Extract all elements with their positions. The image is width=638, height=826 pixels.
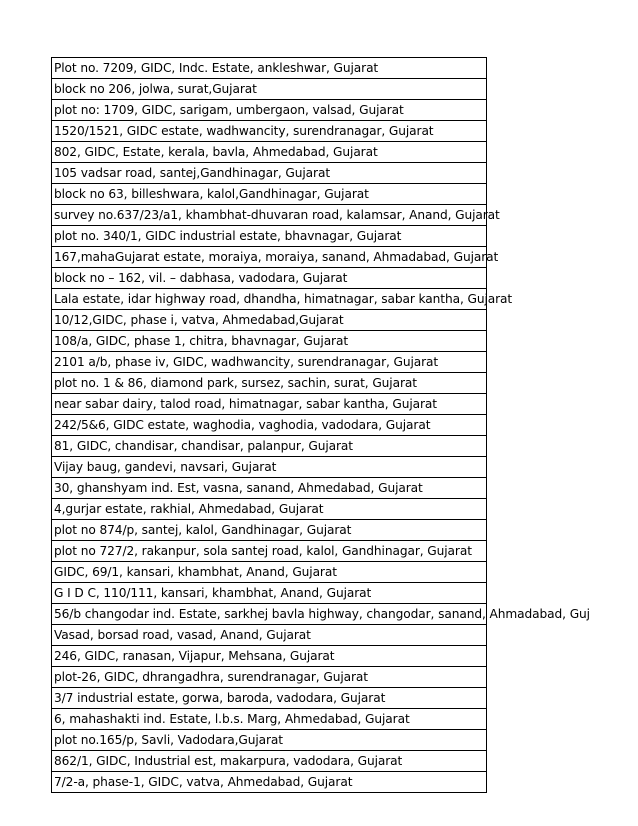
table-row xyxy=(51,79,487,100)
table-row xyxy=(51,520,487,541)
table-row xyxy=(51,57,487,79)
address-cell: 4,gurjar estate, rakhial, Ahmedabad, Gujarat xyxy=(54,502,324,516)
table-row xyxy=(51,457,487,478)
address-cell: 242/5&6, GIDC estate, waghodia, vaghodia, vadodara, Gujarat xyxy=(54,418,431,432)
address-cell: block no 206, jolwa, surat,Gujarat xyxy=(54,82,257,96)
address-cell: near sabar dairy, talod road, himatnagar, sabar kantha, Gujarat xyxy=(54,397,437,411)
address-cell: plot-26, GIDC, dhrangadhra, surendranagar, Gujarat xyxy=(54,670,368,684)
table-row xyxy=(51,352,487,373)
address-cell: 6, mahashakti ind. Estate, l.b.s. Marg, Ahmedabad, Gujarat xyxy=(54,712,410,726)
table-row xyxy=(51,499,487,520)
table-row xyxy=(51,709,487,730)
address-cell: survey no.637/23/a1, khambhat-dhuvaran road, kalamsar, Anand, Gujarat xyxy=(54,208,500,222)
address-cell: 56/b changodar ind. Estate, sarkhej bavla highway, changodar, sanand, Ahmadabad, Guj xyxy=(54,607,590,621)
table-row xyxy=(51,184,487,205)
address-cell: Plot no. 7209, GIDC, Indc. Estate, ankleshwar, Gujarat xyxy=(54,61,379,75)
address-cell: block no – 162, vil. – dabhasa, vadodara, Gujarat xyxy=(54,271,348,285)
table-row xyxy=(51,121,487,142)
table-row xyxy=(51,625,487,646)
address-cell: 2101 a/b, phase iv, GIDC, wadhwancity, surendranagar, Gujarat xyxy=(54,355,439,369)
table-row xyxy=(51,142,487,163)
table-row xyxy=(51,394,487,415)
address-cell: G I D C, 110/111, kansari, khambhat, Anand, Gujarat xyxy=(54,586,372,600)
address-cell: 3/7 industrial estate, gorwa, baroda, vadodara, Gujarat xyxy=(54,691,386,705)
table-row xyxy=(51,688,487,709)
table-row xyxy=(51,751,487,772)
address-cell: 30, ghanshyam ind. Est, vasna, sanand, Ahmedabad, Gujarat xyxy=(54,481,423,495)
table-row xyxy=(51,373,487,394)
address-table xyxy=(51,57,590,793)
address-cell: GIDC, 69/1, kansari, khambhat, Anand, Gujarat xyxy=(54,565,337,579)
table-row xyxy=(51,205,500,226)
table-row xyxy=(51,247,499,268)
address-cell: plot no.165/p, Savli, Vadodara,Gujarat xyxy=(54,733,283,747)
address-cell: 862/1, GIDC, Industrial est, makarpura, vadodara, Gujarat xyxy=(54,754,403,768)
table-row xyxy=(51,772,487,793)
address-cell: 108/a, GIDC, phase 1, chitra, bhavnagar, Gujarat xyxy=(54,334,349,348)
table-row xyxy=(51,583,487,604)
table-row xyxy=(51,478,487,499)
address-cell: Vijay baug, gandevi, navsari, Gujarat xyxy=(54,460,277,474)
address-cell: 105 vadsar road, santej,Gandhinagar, Gujarat xyxy=(54,166,331,180)
table-row xyxy=(51,562,487,583)
table-row xyxy=(51,604,590,625)
address-cell: plot no 727/2, rakanpur, sola santej road, kalol, Gandhinagar, Gujarat xyxy=(54,544,472,558)
table-row xyxy=(51,163,487,184)
address-cell: 802, GIDC, Estate, kerala, bavla, Ahmedabad, Gujarat xyxy=(54,145,378,159)
address-cell: plot no. 1 & 86, diamond park, sursez, sachin, surat, Gujarat xyxy=(54,376,417,390)
address-cell: 7/2-a, phase-1, GIDC, vatva, Ahmedabad, Gujarat xyxy=(54,775,353,789)
address-cell: 246, GIDC, ranasan, Vijapur, Mehsana, Gujarat xyxy=(54,649,335,663)
address-cell: 167,mahaGujarat estate, moraiya, moraiya, sanand, Ahmadabad, Gujarat xyxy=(54,250,499,264)
address-cell: plot no. 340/1, GIDC industrial estate, bhavnagar, Gujarat xyxy=(54,229,402,243)
address-cell: plot no 874/p, santej, kalol, Gandhinagar, Gujarat xyxy=(54,523,352,537)
table-row xyxy=(51,541,487,562)
table-row xyxy=(51,289,513,310)
table-row xyxy=(51,310,487,331)
table-row xyxy=(51,667,487,688)
address-cell: 1520/1521, GIDC estate, wadhwancity, surendranagar, Gujarat xyxy=(54,124,434,138)
address-cell: Lala estate, idar highway road, dhandha, himatnagar, sabar kantha, Gujarat xyxy=(54,292,513,306)
table-row xyxy=(51,268,487,289)
table-row xyxy=(51,415,487,436)
address-cell: 10/12,GIDC, phase i, vatva, Ahmedabad,Gujarat xyxy=(54,313,344,327)
address-cell: 81, GIDC, chandisar, chandisar, palanpur, Gujarat xyxy=(54,439,353,453)
table-row xyxy=(51,331,487,352)
address-cell: Vasad, borsad road, vasad, Anand, Gujarat xyxy=(54,628,311,642)
table-row xyxy=(51,100,487,121)
address-cell: plot no: 1709, GIDC, sarigam, umbergaon, valsad, Gujarat xyxy=(54,103,404,117)
table-row xyxy=(51,226,487,247)
table-row xyxy=(51,730,487,751)
address-cell: block no 63, billeshwara, kalol,Gandhinagar, Gujarat xyxy=(54,187,369,201)
table-row xyxy=(51,646,487,667)
table-row xyxy=(51,436,487,457)
